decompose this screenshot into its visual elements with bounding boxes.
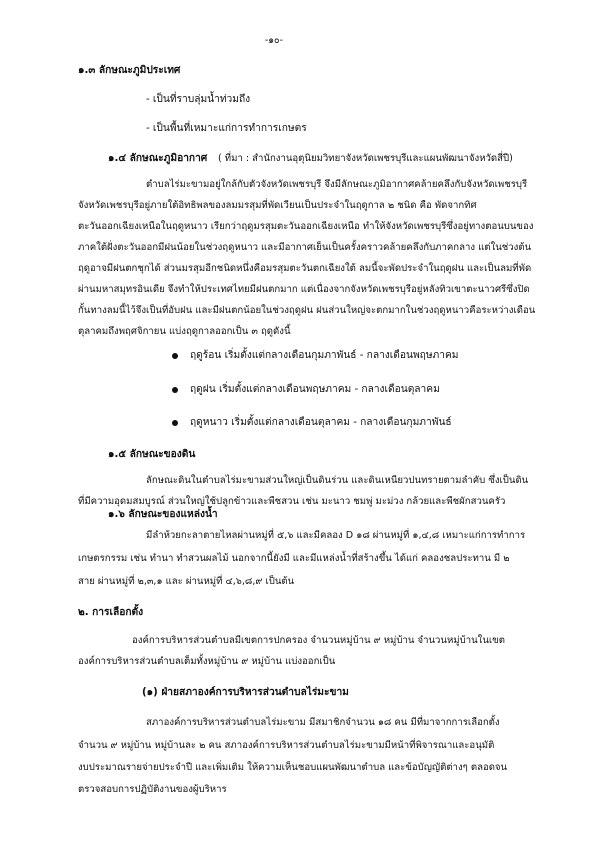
climate-line-7: กั้นทางลมนี้ไว้จึงเป็นที่อับฝน และมีฝนตกน้อยในช่วงฤดูฝน ฝนส่วนใหญ่จะตกมากในช่วงฤดูหนาวคือระหว่างเดือน [78, 305, 536, 316]
climate-line-6: ผ่านมหาสมุทรอินเดีย จึงทำให้ประเทศไทยมีฝนตกมาก แต่เนื่องจากจังหวัดเพชรบุรีอยู่หลังทิวเขาตะนาวศรีซึ่งปิด [78, 284, 530, 295]
election-line-1: องค์การบริหารส่วนตำบลมีเขตการปกครอง จำนวนหมู่บ้าน ๙ หมู่บ้าน จำนวนหมู่บ้านในเขต [132, 635, 505, 646]
section-2-heading: ๒. การเลือกตั้ง [78, 607, 144, 618]
season-rainy: ฤดูฝน เริ่มตั้งแต่กลางเดือนพฤษภาคม - กลางเดือนตุลาคม [190, 384, 440, 395]
water-line-2: เกษตรกรรม เช่น ทำนา ทำสวนผลไม้ นอกจากนี้ยังมี และมีแหล่งน้ำที่สร้างขึ้น ได้แก่ คลองชลประทาน มี ๒ [78, 553, 510, 564]
council-line-1: สภาองค์การบริหารส่วนตำบลไร่มะขาม มีสมาชิกจำนวน ๑๘ คน มีที่มาจากการเลือกตั้ง [146, 717, 500, 728]
water-line-3: สาย ผ่านหมู่ที่ ๒,๓,๑ และ ผ่านหมู่ที่ ๔,๖,๘,๙ เป็นต้น [78, 576, 295, 587]
bullet-icon [172, 353, 178, 359]
section-1-5-heading: ๑.๕ ลักษณะของดิน [108, 449, 196, 460]
season-cold: ฤดูหนาว เริ่มตั้งแต่กลางเดือนตุลาคม - กลางเดือนกุมภาพันธ์ [190, 417, 452, 428]
climate-line-3: ตะวันออกเฉียงเหนือในฤดูหนาว เรียกว่าฤดูมรสุมตะวันออกเฉียงเหนือ ทำให้จังหวัดเพชรบุรีซึ่งอยู่ทางตอนบนของ [78, 221, 534, 232]
section-1-4-heading: ๑.๔ ลักษณะภูมิอากาศ [108, 153, 208, 164]
climate-line-4: ภาคใต้ฝั่งตะวันออกมีฝนน้อยในช่วงฤดูหนาว และมีอากาศเย็นเป็นครั้งคราวคล้ายคลึงกับภาคกลาง แต่ในช่วงต้น [78, 242, 532, 253]
climate-line-8: ตุลาคมถึงพฤศจิกายน แบ่งฤดูกาลออกเป็น ๓ ฤดูดังนี้ [78, 326, 291, 337]
bullet-icon [172, 420, 178, 426]
election-line-2: องค์การบริหารส่วนตำบลเต็มทั้งหมู่บ้าน ๙ หมู่บ้าน แบ่งออกเป็น [78, 656, 336, 667]
climate-line-2: จังหวัดเพชรบุรีอยู่ภายใต้อิทธิพลของลมมรสุมที่พัดเวียนเป็นประจำในฤดูกาล ๒ ชนิด คือ พัดจากทิศ [78, 200, 477, 211]
climate-source: ( ที่มา : สำนักงานอุตุนิยมวิทยาจังหวัดเพชรบุรีและแผนพัฒนาจังหวัดสี่ปี) [218, 153, 513, 164]
council-line-3: งบประมาณรายจ่ายประจำปี และเพิ่มเติม ให้ความเห็นชอบแผนพัฒนาตำบล และข้อบัญญัติต่างๆ ตลอดจน [78, 762, 508, 773]
bullet-icon [172, 387, 178, 393]
section-2-1-heading: (๑) ฝ่ายสภาองค์การบริหารส่วนตำบลไร่มะขาม [142, 687, 349, 698]
council-line-4: ตรวจสอบการปฏิบัติงานของผู้บริหาร [78, 784, 227, 795]
section-1-3-heading: ๑.๓ ลักษณะภูมิประเทศ [78, 65, 181, 76]
terrain-line-1: - เป็นที่ราบลุ่มน้ำท่วมถึง [146, 94, 251, 105]
climate-line-5: ฤดูอาจมีฝนตกชุกได้ ส่วนมรสุมอีกชนิดหนึ่งคือมรสุมตะวันตกเฉียงใต้ ลมนี้จะพัดประจำในฤดูฝน และเป็นลมที่พัด [78, 263, 532, 274]
soil-line-2: ที่มีความอุดมสมบูรณ์ ส่วนใหญ่ใช้ปลูกข้าวและพืชสวน เช่น มะนาว ชมพู่ มะม่วง กล้วยและพืชผักสวนครัว [78, 496, 506, 507]
council-line-2: จำนวน ๙ หมู่บ้าน หมู่บ้านละ ๒ คน สภาองค์การบริหารส่วนตำบลไร่มะขามมีหน้าที่พิจารณาและอนุมัติ [78, 740, 495, 751]
page-number: -๑๐- [264, 35, 283, 46]
terrain-line-2: - เป็นพื้นที่เหมาะแก่การทำการเกษตร [146, 123, 307, 134]
climate-line-1: ตำบลไร่มะขามอยู่ใกล้กับตัวจังหวัดเพชรบุรี จึงมีลักษณะภูมิอากาศคล้ายคลึงกับจังหวัดเพชรบุรี [146, 179, 528, 190]
soil-line-1: ลักษณะดินในตำบลไร่มะขามส่วนใหญ่เป็นดินร่วน และดินเหนียวปนทรายตามลำคับ ซึ่งเป็นดิน [146, 475, 529, 486]
water-line-1: มีลำห้วยกะลาตายไหลผ่านหมู่ที่ ๕,๖ และมีคลอง D ๑๘ ผ่านหมู่ที่ ๑,๔,๘ เหมาะแก่การทำการ [146, 530, 526, 541]
season-hot: ฤดูร้อน เริ่มตั้งแต่กลางเดือนกุมภาพันธ์ - กลางเดือนพฤษภาคม [190, 350, 459, 361]
section-1-6-heading: ๑.๖ ลักษณะของแหล่งน้ำ [108, 509, 218, 520]
